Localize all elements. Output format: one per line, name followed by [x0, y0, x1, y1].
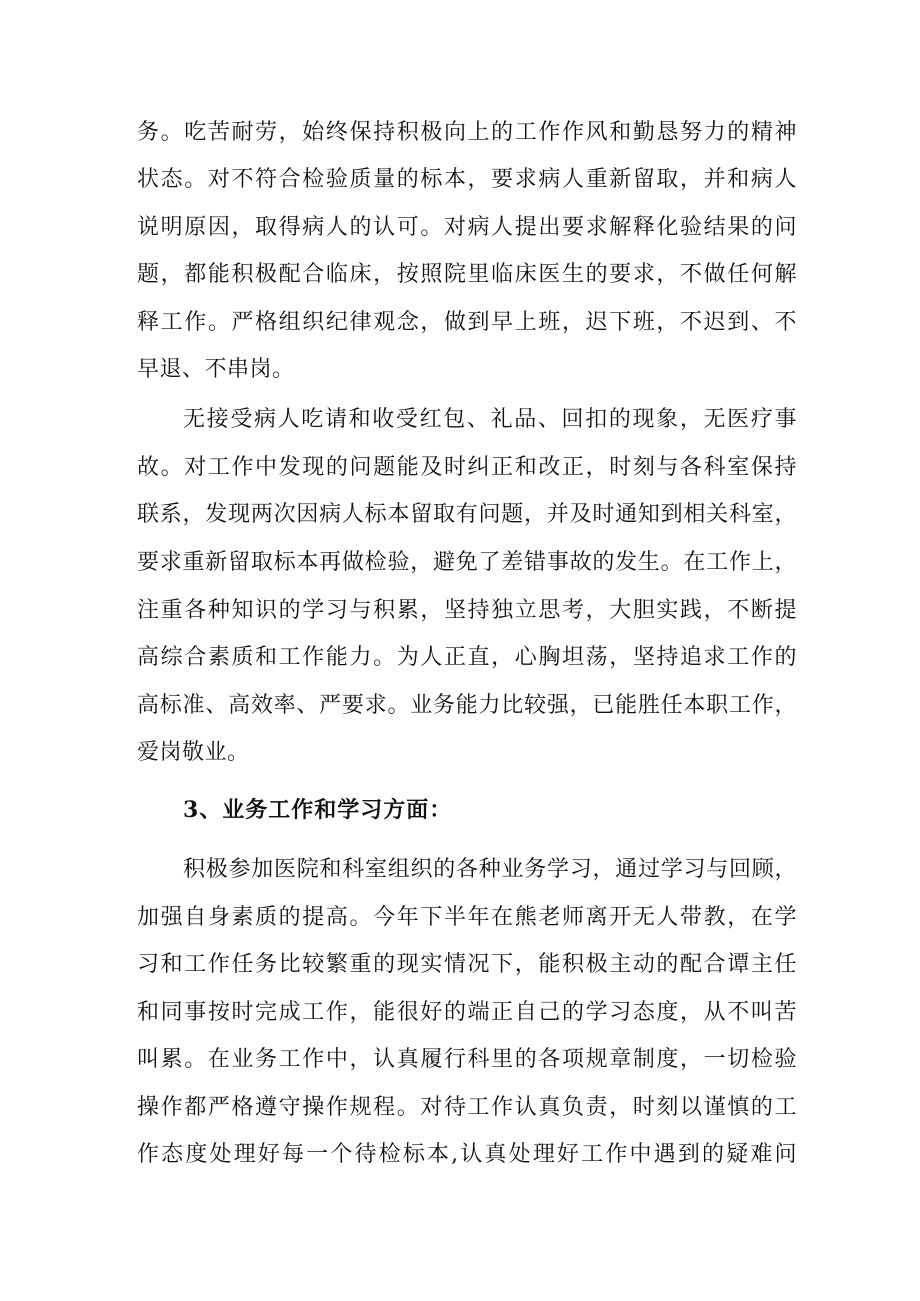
paragraph-1-line-4: 题，都能积极配合临床，按照院里临床医生的要求，不做任何解	[137, 262, 797, 287]
paragraph-1-line-2: 状态。对不符合检验质量的标本，要求病人重新留取，并和病人	[137, 167, 797, 192]
paragraph-2-line-3: 联系，发现两次因病人标本留取有问题，并及时通知到相关科室，	[137, 502, 797, 527]
paragraph-1-line-5: 释工作。严格组织纪律观念，做到早上班，迟下班，不迟到、不	[137, 310, 797, 335]
paragraph-3-line-3: 习和工作任务比较繁重的现实情况下，能积极主动的配合谭主任	[137, 952, 797, 977]
paragraph-1-line-3: 说明原因，取得病人的认可。对病人提出要求解释化验结果的问	[137, 215, 797, 240]
paragraph-2-line-8: 爱岗敬业。	[137, 740, 250, 765]
section-3-heading: 3、业务工作和学习方面：	[183, 797, 453, 823]
paragraph-1-line-1: 务。吃苦耐劳，始终保持积极向上的工作作风和勤恳努力的精神	[137, 120, 797, 145]
paragraph-3-line-5: 叫累。在业务工作中，认真履行科里的各项规章制度，一切检验	[137, 1047, 797, 1072]
paragraph-2-line-5: 注重各种知识的学习与积累，坚持独立思考，大胆实践，不断提	[137, 598, 797, 623]
paragraph-3-line-6: 操作都严格遵守操作规程。对待工作认真负责，时刻以谨慎的工	[137, 1095, 797, 1120]
paragraph-1-line-6: 早退、不串岗。	[137, 357, 295, 382]
paragraph-2-line-1: 无接受病人吃请和收受红包、礼品、回扣的现象，无医疗事	[183, 407, 797, 432]
paragraph-2-line-7: 高标准、高效率、严要求。业务能力比较强，已能胜任本职工作，	[137, 693, 797, 718]
paragraph-3-line-4: 和同事按时完成工作，能很好的端正自己的学习态度，从不叫苦	[137, 1000, 797, 1025]
paragraph-3-line-7: 作态度处理好每一个待检标本,认真处理好工作中遇到的疑难问	[137, 1142, 797, 1167]
paragraph-3-line-1: 积极参加医院和科室组织的各种业务学习，通过学习与回顾，	[183, 857, 797, 882]
paragraph-2-line-2: 故。对工作中发现的问题能及时纠正和改正，时刻与各科室保持	[137, 455, 797, 480]
paragraph-2-line-4: 要求重新留取标本再做检验，避免了差错事故的发生。在工作上，	[137, 550, 797, 575]
paragraph-3-line-2: 加强自身素质的提高。今年下半年在熊老师离开无人带教，在学	[137, 905, 797, 930]
paragraph-2-line-6: 高综合素质和工作能力。为人正直，心胸坦荡，坚持追求工作的	[137, 645, 797, 670]
